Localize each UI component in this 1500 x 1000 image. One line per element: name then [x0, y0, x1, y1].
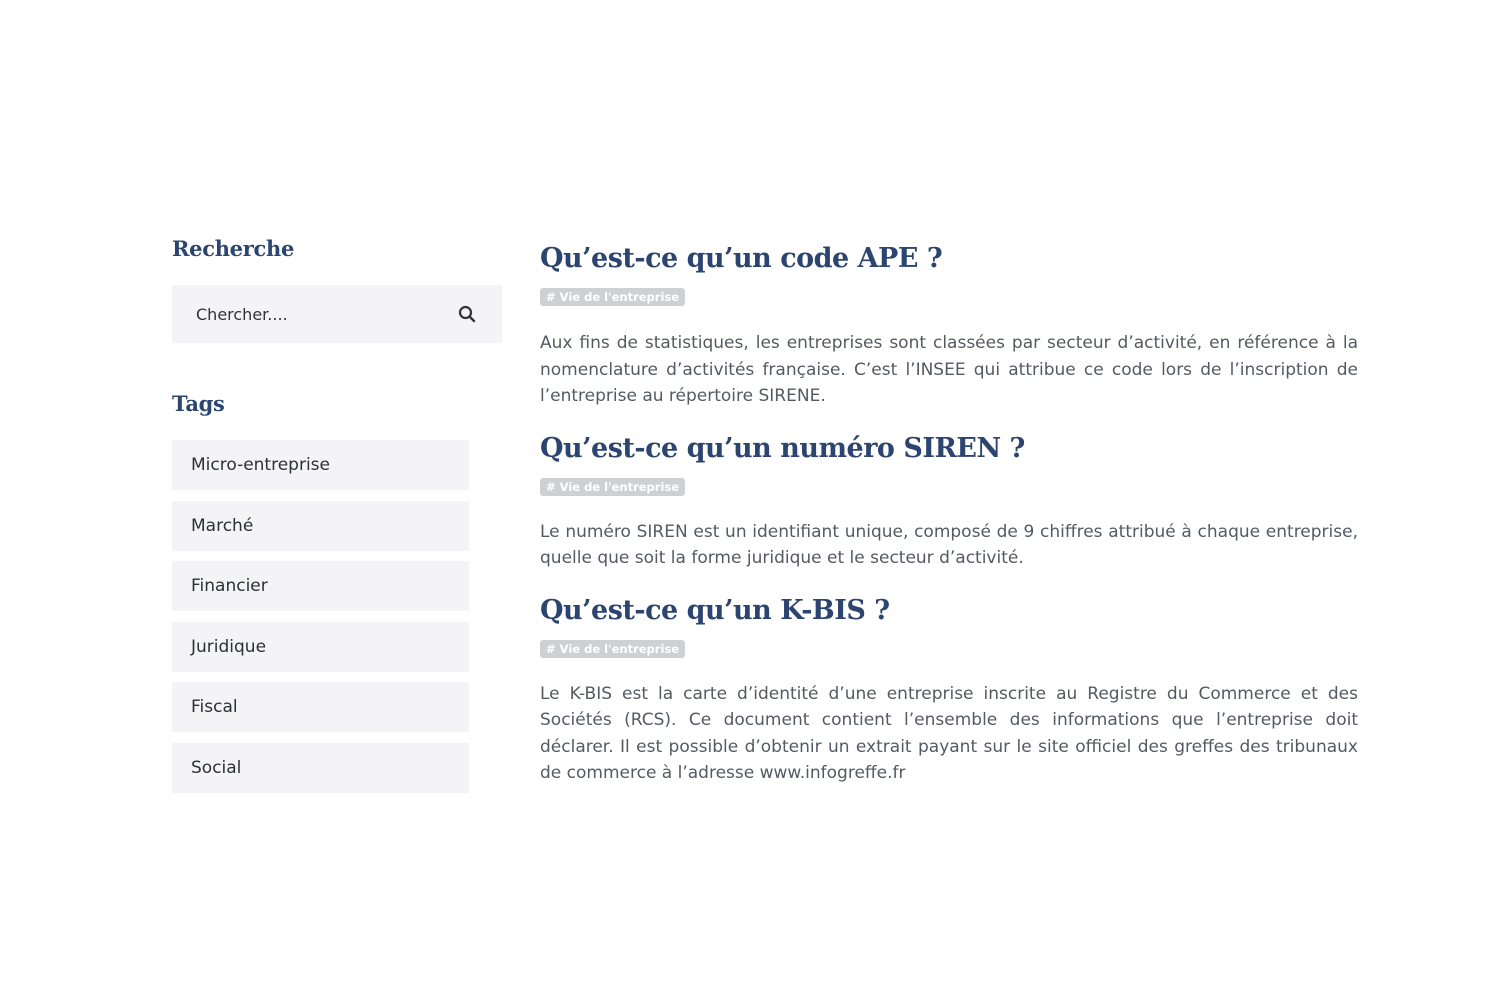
tag-financier[interactable]: Financier — [172, 561, 469, 611]
faq-answer: Aux fins de statistiques, les entreprises sont classées par secteur d’activité, en référence à la nomenclature d’activités française. C’est l’INSEE qui attribue ce code lors de l’inscription de l’entreprise au répertoire SIRENE. — [540, 333, 1358, 406]
faq-title[interactable]: Qu’est-ce qu’un numéro SIREN ? — [540, 432, 1025, 464]
category-tag[interactable]: # Vie de l'entreprise — [540, 478, 685, 496]
search-form — [172, 285, 502, 343]
search-icon[interactable] — [458, 305, 476, 323]
faq-item-ape — [540, 238, 1358, 410]
faq-answer: Le numéro SIREN est un identifiant unique, composé de 9 chiffres attribué à chaque entreprise, quelle que soit la forme juridique et le secteur d’activité. — [540, 521, 1358, 568]
tag-social[interactable]: Social — [172, 743, 469, 793]
search-input[interactable] — [172, 285, 456, 343]
tag-juridique[interactable]: Juridique — [172, 622, 469, 672]
category-tag[interactable]: # Vie de l'entreprise — [540, 640, 685, 658]
faq-title[interactable]: Qu’est-ce qu’un K-BIS ? — [540, 594, 890, 626]
faq-item-kbis — [540, 590, 1358, 787]
tags-widget-title: Tags — [172, 391, 225, 416]
tag-fiscal[interactable]: Fiscal — [172, 682, 469, 732]
tag-marche[interactable]: Marché — [172, 501, 469, 551]
tag-micro-entreprise[interactable]: Micro-entreprise — [172, 440, 469, 490]
tag-list — [172, 440, 469, 793]
search-widget-title: Recherche — [172, 236, 295, 261]
sidebar — [172, 236, 502, 803]
faq-answer: Le K-BIS est la carte d’identité d’une entreprise inscrite au Registre du Commerce et des Sociétés (RCS). Ce document contient l’ensemble des informations que l’entreprise doit déclarer. Il est possible d’obtenir un extrait payant sur le site officiel des greffes des tribunaux de commerce à l’adresse www.infogreffe.fr — [540, 683, 1358, 783]
faq-title[interactable]: Qu’est-ce qu’un code APE ? — [540, 243, 943, 274]
faq-list — [540, 238, 1358, 805]
faq-item-siren — [540, 428, 1358, 572]
category-tag[interactable]: # Vie de l'entreprise — [540, 288, 685, 306]
